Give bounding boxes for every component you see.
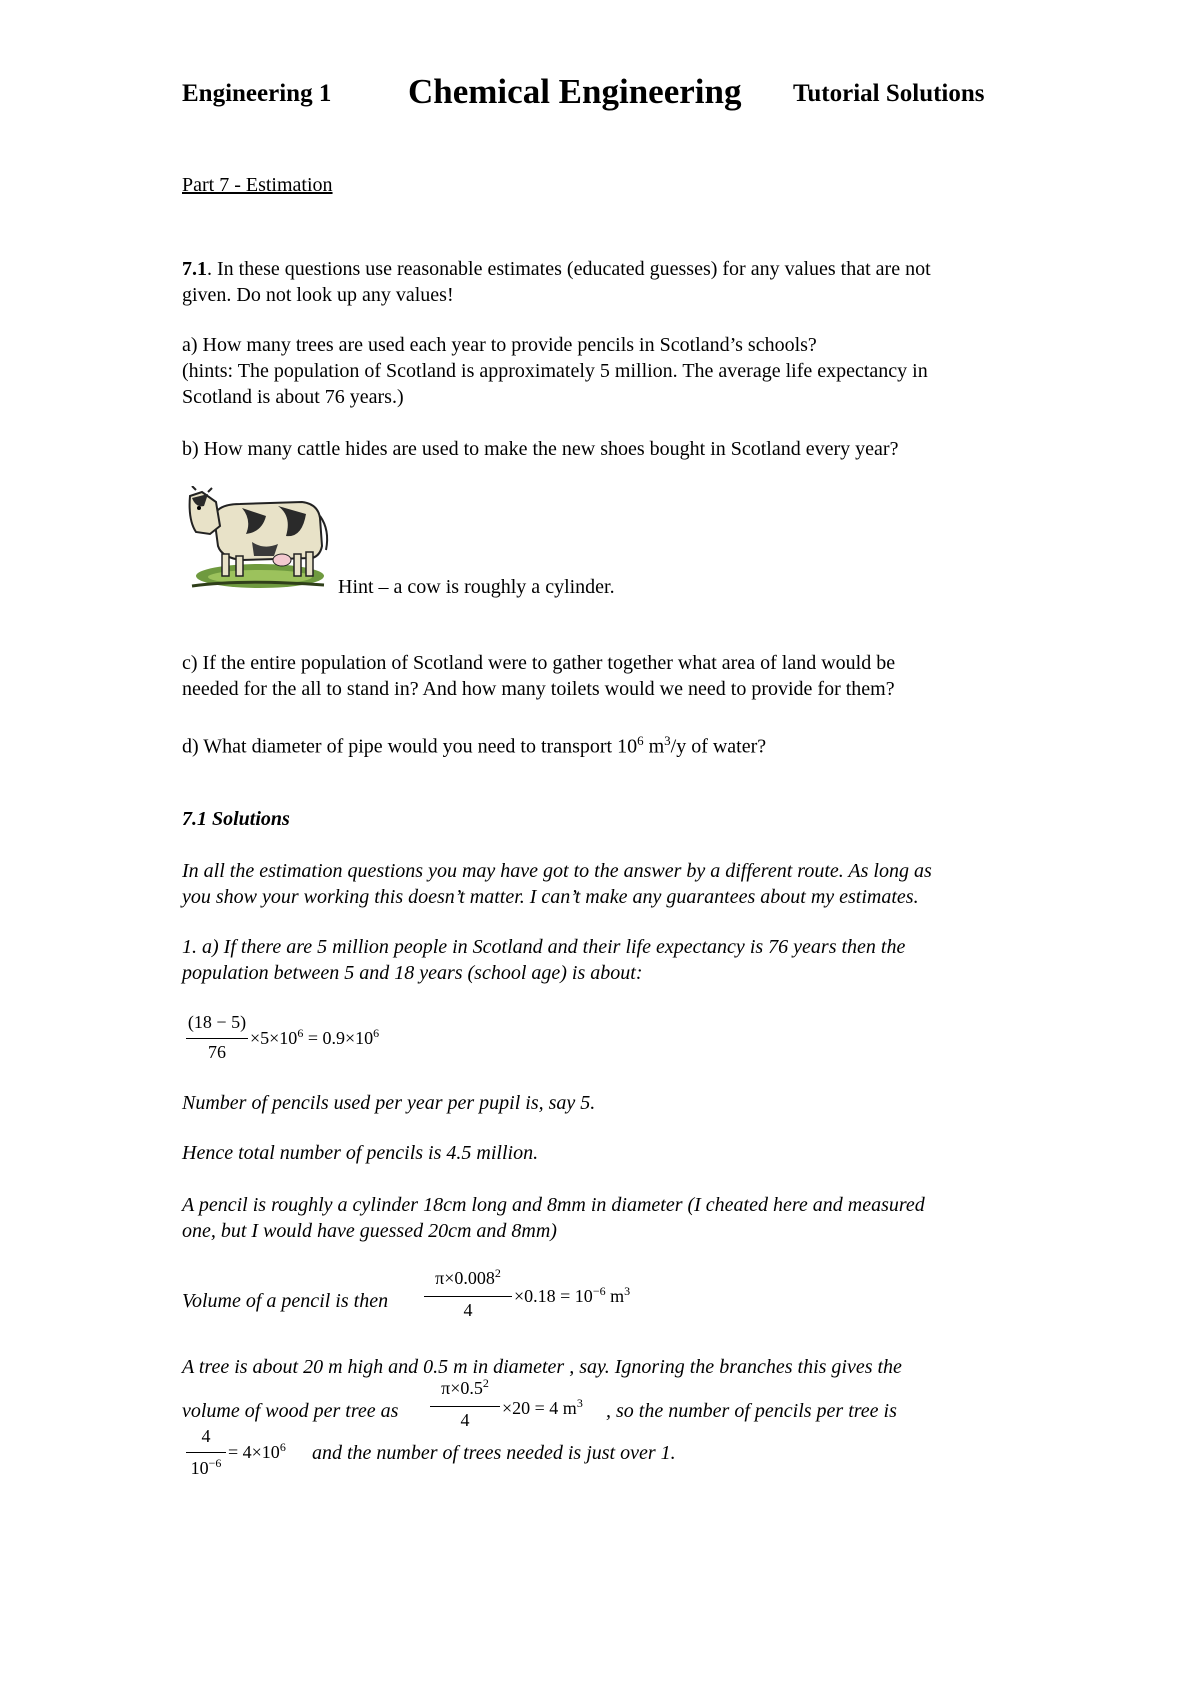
eq4-exp: 6: [279, 1440, 286, 1454]
eq2-denominator: 4: [463, 1300, 473, 1320]
eq4-den-exp: −6: [208, 1456, 222, 1470]
eq3-num-exp: 2: [482, 1376, 489, 1390]
eq3-rest: [502, 1396, 583, 1419]
eq1-eq-text: = 0.9×10: [303, 1028, 374, 1048]
solutions-p3: Number of pencils used per year per pupil is, say 5.: [182, 1092, 596, 1114]
solutions-p5-line2: one, but I would have guessed 20cm and 8mm): [182, 1220, 557, 1242]
eq1-denominator: 76: [208, 1042, 226, 1062]
question-intro-line1: . In these questions use reasonable estimates (educated guesses) for any values that are not: [207, 258, 931, 280]
solutions-p6-pre: Volume of a pencil is then: [182, 1290, 389, 1312]
solutions-p7-post: , so the number of pencils per tree is: [606, 1400, 897, 1422]
question-number: 7.1: [182, 258, 207, 280]
eq3-exp: 3: [576, 1396, 583, 1410]
question-a-line2: (hints: The population of Scotland is approximately 5 million. The average life expectancy in: [182, 360, 928, 382]
eq3-num-text: π×0.5: [441, 1378, 483, 1398]
header-left: Engineering 1: [182, 80, 332, 107]
solutions-p5-line1: A pencil is roughly a cylinder 18cm long and 8mm in diameter (I cheated here and measured: [182, 1194, 925, 1216]
eq3-numerator: [430, 1376, 500, 1399]
eq4-rest: [228, 1440, 286, 1463]
eq1-exp1: 6: [297, 1026, 304, 1040]
part-title: Part 7 - Estimation: [182, 174, 333, 196]
eq4-denominator: [186, 1456, 226, 1479]
solutions-p7-line1: A tree is about 20 m high and 0.5 m in diameter , say. Ignoring the branches this gives the: [182, 1356, 902, 1378]
eq2-num-text: π×0.008: [435, 1268, 495, 1288]
eq1-rest: [250, 1026, 379, 1049]
eq2-num-exp: 2: [494, 1266, 501, 1280]
question-intro: [182, 256, 931, 282]
eq2-unit: m: [605, 1286, 625, 1306]
eq1-exp2: 6: [373, 1026, 380, 1040]
eq2-rest-text: ×0.18 = 10: [514, 1286, 593, 1306]
header-right: Tutorial Solutions: [793, 80, 985, 107]
question-intro-line2: given. Do not look up any values!: [182, 284, 454, 306]
solutions-p7-pre: volume of wood per tree as: [182, 1400, 399, 1422]
question-d-post: /y of water?: [670, 735, 767, 758]
solutions-p2-line2: population between 5 and 18 years (school age) is about:: [182, 962, 643, 984]
question-b-line1: b) How many cattle hides are used to make the new shoes bought in Scotland every year?: [182, 438, 899, 460]
solutions-p4: Hence total number of pencils is 4.5 million.: [182, 1142, 539, 1164]
question-d-exp2: 3: [664, 733, 671, 748]
eq3-rest-text: ×20 = 4 m: [502, 1398, 577, 1418]
eq4-fraction-bar: [186, 1452, 226, 1453]
eq2-rest: [514, 1284, 630, 1307]
question-c-line1: c) If the entire population of Scotland were to gather together what area of land would be: [182, 652, 896, 674]
solutions-heading: 7.1 Solutions: [182, 808, 290, 830]
eq1-rest-text: ×5×10: [250, 1028, 298, 1048]
question-d-mid: m: [643, 735, 665, 758]
question-a-line3: Scotland is about 76 years.): [182, 386, 404, 408]
solutions-p1-line1: In all the estimation questions you may have got to the answer by a different route. As long as: [182, 860, 932, 882]
eq1-numerator: (18 − 5): [187, 1012, 247, 1032]
header-center: Chemical Engineering: [408, 72, 742, 111]
question-d: [182, 728, 766, 760]
solutions-p8-post: and the number of trees needed is just over 1.: [312, 1442, 676, 1464]
question-a-line1: a) How many trees are used each year to provide pencils in Scotland’s schools?: [182, 334, 817, 356]
eq2-exp: −6: [592, 1284, 606, 1298]
question-d-exp: 6: [637, 733, 644, 748]
eq2-fraction-bar: [424, 1296, 512, 1297]
eq2-unit-exp: 3: [624, 1284, 631, 1298]
eq3-denominator: 4: [460, 1410, 470, 1430]
solutions-p1-line2: you show your working this doesn’t matter. I can’t make any guarantees about my estimates.: [182, 886, 919, 908]
question-b-hint: Hint – a cow is roughly a cylinder.: [338, 576, 615, 598]
solutions-p2-line1: 1. a) If there are 5 million people in Scotland and their life expectancy is 76 years then the: [182, 936, 906, 958]
cow-clipart-icon: [182, 486, 332, 594]
eq4-numerator: 4: [201, 1426, 211, 1446]
question-c-line2: needed for the all to stand in? And how many toilets would we need to provide for them?: [182, 678, 895, 700]
eq4-den-text: 10: [190, 1458, 209, 1478]
eq4-rest-text: = 4×10: [228, 1442, 280, 1462]
question-d-pre: d) What diameter of pipe would you need to transport 10: [182, 735, 638, 758]
eq2-numerator: [424, 1266, 512, 1289]
eq1-fraction-bar: [186, 1038, 248, 1039]
eq3-fraction-bar: [430, 1406, 500, 1407]
